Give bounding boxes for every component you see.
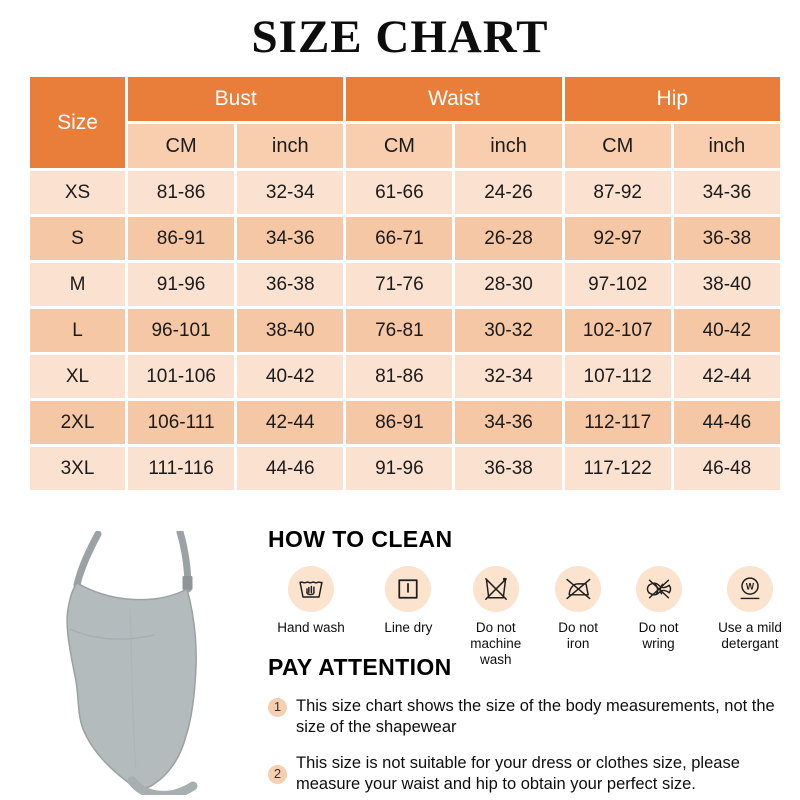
- care-label: Do not iron: [558, 620, 599, 651]
- table-cell: 111-116: [128, 447, 234, 490]
- size-row-label: XS: [30, 171, 125, 214]
- how-to-clean-section: [268, 526, 792, 668]
- table-cell: 26-28: [455, 217, 561, 260]
- table-cell: 34-36: [674, 171, 780, 214]
- pay-attention-section: [268, 654, 796, 795]
- table-cell: 24-26: [455, 171, 561, 214]
- unit-header: inch: [674, 124, 780, 168]
- table-cell: 101-106: [128, 355, 234, 398]
- care-item-hand-wash: [268, 566, 354, 668]
- table-row-xl: [30, 355, 780, 398]
- waist-group-header: Waist: [346, 77, 561, 121]
- table-cell: 44-46: [674, 401, 780, 444]
- svg-text:W: W: [745, 581, 755, 592]
- table-cell: 30-32: [455, 309, 561, 352]
- table-cell: 46-48: [674, 447, 780, 490]
- note-text: This size chart shows the size of the body measurements, not the size of the shapewear: [296, 697, 775, 737]
- care-item-mild-detergent: [708, 566, 792, 668]
- care-item-line-dry: [372, 566, 444, 668]
- care-label: Do not machine wash: [470, 620, 522, 667]
- table-cell: 34-36: [237, 217, 343, 260]
- table-cell: 106-111: [128, 401, 234, 444]
- do-not-machine-wash-icon: [473, 566, 519, 612]
- unit-header: inch: [237, 124, 343, 168]
- care-label: Hand wash: [277, 620, 345, 635]
- table-cell: 91-96: [346, 447, 452, 490]
- table-cell: 32-34: [237, 171, 343, 214]
- mild-detergent-icon: [727, 566, 773, 612]
- pay-attention-heading: PAY ATTENTION: [268, 654, 452, 680]
- bodysuit-product-image: [52, 531, 220, 795]
- unit-header: CM: [346, 124, 452, 168]
- care-icons-row: [268, 566, 792, 668]
- table-cell: 42-44: [674, 355, 780, 398]
- table-cell: 32-34: [455, 355, 561, 398]
- size-column-header: Size: [30, 77, 125, 168]
- size-row-label: 2XL: [30, 401, 125, 444]
- table-cell: 117-122: [565, 447, 671, 490]
- table-cell: 97-102: [565, 263, 671, 306]
- table-cell: 38-40: [674, 263, 780, 306]
- table-cell: 86-91: [346, 401, 452, 444]
- table-cell: 36-38: [455, 447, 561, 490]
- care-item-do-not-wring: [628, 566, 690, 668]
- table-cell: 107-112: [565, 355, 671, 398]
- care-label: Use a mild detergant: [718, 620, 782, 651]
- table-row-s: [30, 217, 780, 260]
- table-cell: 76-81: [346, 309, 452, 352]
- table-cell: 40-42: [674, 309, 780, 352]
- attention-note-1: [268, 696, 796, 738]
- size-row-label: S: [30, 217, 125, 260]
- line-dry-icon: [385, 566, 431, 612]
- note-number-badge: 2: [268, 765, 287, 784]
- table-cell: 66-71: [346, 217, 452, 260]
- table-cell: 28-30: [455, 263, 561, 306]
- table-cell: 38-40: [237, 309, 343, 352]
- table-row-xs: [30, 171, 780, 214]
- table-cell: 86-91: [128, 217, 234, 260]
- size-row-label: 3XL: [30, 447, 125, 490]
- size-row-label: L: [30, 309, 125, 352]
- table-row-l: [30, 309, 780, 352]
- table-cell: 34-36: [455, 401, 561, 444]
- care-item-do-not-machine-wash: [463, 566, 529, 668]
- bust-group-header: Bust: [128, 77, 343, 121]
- table-cell: 42-44: [237, 401, 343, 444]
- attention-note-2: [268, 753, 796, 795]
- do-not-wring-icon: [636, 566, 682, 612]
- unit-header: CM: [128, 124, 234, 168]
- care-label: Line dry: [384, 620, 433, 635]
- table-cell: 81-86: [346, 355, 452, 398]
- care-item-do-not-iron: [547, 566, 609, 668]
- hip-group-header: Hip: [565, 77, 780, 121]
- table-cell: 96-101: [128, 309, 234, 352]
- bodysuit-illustration: [52, 531, 220, 795]
- table-row-2xl: [30, 401, 780, 444]
- table-cell: 44-46: [237, 447, 343, 490]
- size-row-label: M: [30, 263, 125, 306]
- table-cell: 81-86: [128, 171, 234, 214]
- table-cell: 36-38: [674, 217, 780, 260]
- unit-header: inch: [455, 124, 561, 168]
- table-row-3xl: [30, 447, 780, 490]
- table-cell: 61-66: [346, 171, 452, 214]
- table-cell: 36-38: [237, 263, 343, 306]
- unit-header: CM: [565, 124, 671, 168]
- note-text: This size is not suitable for your dress or clothes size, please measure your waist and hip to obtain your perfect size.: [296, 754, 740, 794]
- table-cell: 112-117: [565, 401, 671, 444]
- note-number-badge: 1: [268, 698, 287, 717]
- table-cell: 87-92: [565, 171, 671, 214]
- table-cell: 40-42: [237, 355, 343, 398]
- hand-wash-icon: [288, 566, 334, 612]
- size-row-label: XL: [30, 355, 125, 398]
- table-cell: 91-96: [128, 263, 234, 306]
- table-cell: 71-76: [346, 263, 452, 306]
- size-table: [27, 74, 783, 493]
- table-cell: 102-107: [565, 309, 671, 352]
- how-to-clean-heading: HOW TO CLEAN: [268, 526, 453, 552]
- care-label: Do not wring: [638, 620, 679, 651]
- do-not-iron-icon: [555, 566, 601, 612]
- table-row-m: [30, 263, 780, 306]
- unit-header-row: [30, 124, 780, 168]
- page-title: SIZE CHART: [251, 11, 549, 63]
- table-cell: 92-97: [565, 217, 671, 260]
